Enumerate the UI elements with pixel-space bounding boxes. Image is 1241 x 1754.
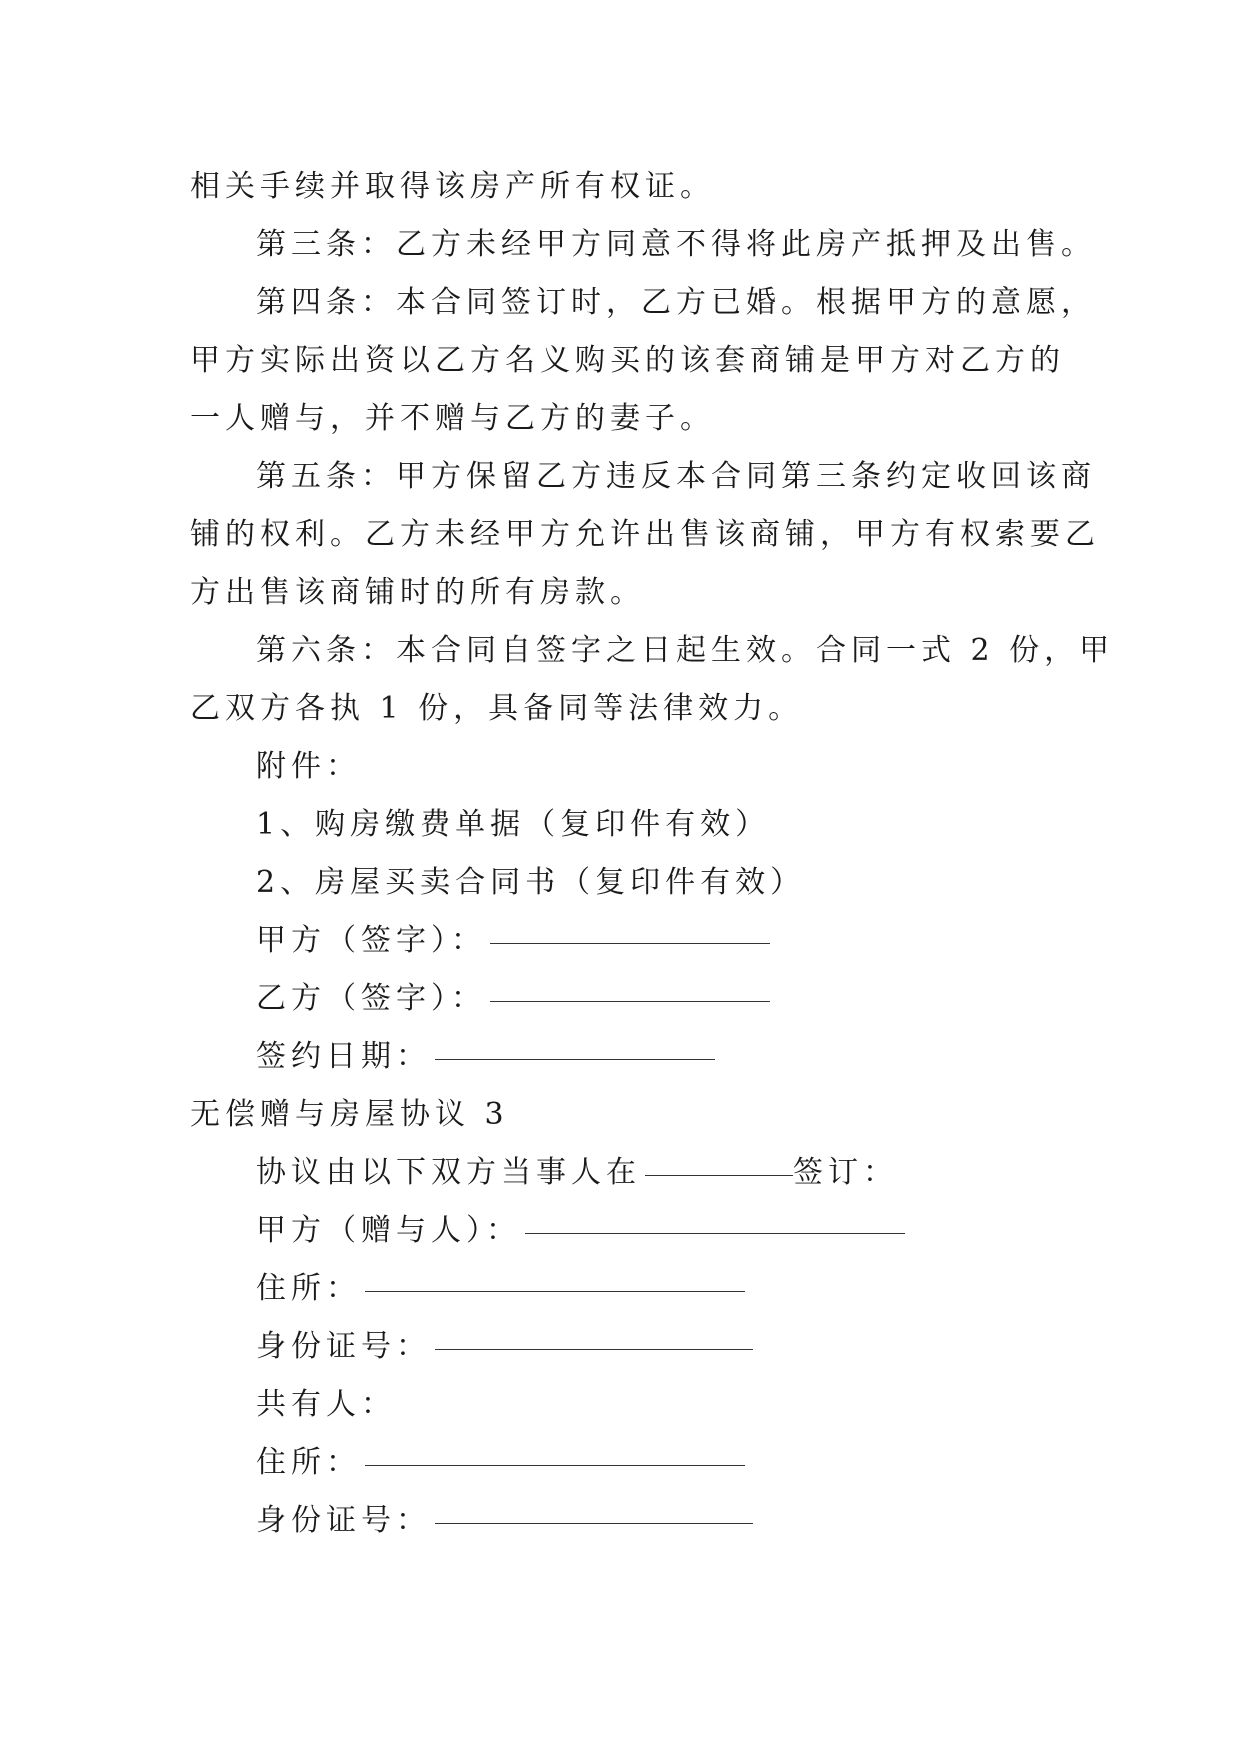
attachments-heading: 附件： xyxy=(256,749,361,784)
co-owner-address-label: 住所： xyxy=(256,1445,361,1480)
donor-blank[interactable] xyxy=(525,1213,905,1234)
donor-id-row xyxy=(190,1318,1090,1376)
document-body xyxy=(190,158,1115,1550)
article-5-line-2: 铺的权利。乙方未经甲方允许出售该商铺，甲方有权索要乙 xyxy=(190,517,1100,552)
donor-address-blank[interactable] xyxy=(365,1271,745,1292)
party-a-signature-label: 甲方（签字）： xyxy=(256,923,486,958)
co-owner-label: 共有人： xyxy=(256,1387,396,1422)
agreement-intro-prefix: 协议由以下双方当事人在 xyxy=(256,1155,641,1190)
agreement-intro-row xyxy=(190,1144,1090,1202)
sign-date-label: 签约日期： xyxy=(256,1039,431,1074)
co-owner-address-row xyxy=(190,1434,1090,1492)
section-title: 无偿赠与房屋协议 3 xyxy=(190,1097,509,1132)
party-b-signature-row xyxy=(190,970,1090,1028)
party-a-signature-row xyxy=(190,912,1090,970)
article-4-line-2: 甲方实际出资以乙方名义购买的该套商铺是甲方对乙方的 xyxy=(190,343,1065,378)
party-b-signature-label: 乙方（签字）： xyxy=(256,981,486,1016)
agreement-intro-suffix: 签订： xyxy=(793,1155,898,1190)
article-3: 第三条：乙方未经甲方同意不得将此房产抵押及出售。 xyxy=(256,227,1096,262)
attachment-item-1: 1、购房缴费单据（复印件有效） xyxy=(256,807,771,842)
attachment-item-2: 2、房屋买卖合同书（复印件有效） xyxy=(256,865,806,900)
donor-row xyxy=(190,1202,1090,1260)
agreement-place-blank[interactable] xyxy=(645,1155,793,1176)
paragraph-line: 相关手续并取得该房产所有权证。 xyxy=(190,169,715,204)
article-6-line-2: 乙双方各执 1 份，具备同等法律效力。 xyxy=(190,691,804,726)
article-5-line-3: 方出售该商铺时的所有房款。 xyxy=(190,575,645,610)
party-a-signature-blank[interactable] xyxy=(490,923,770,944)
article-4-line-3: 一人赠与，并不赠与乙方的妻子。 xyxy=(190,401,715,436)
co-owner-id-blank[interactable] xyxy=(435,1503,753,1524)
article-6-line-1: 第六条：本合同自签字之日起生效。合同一式 2 份，甲 xyxy=(256,633,1115,668)
article-4-line-1: 第四条：本合同签订时，乙方已婚。根据甲方的意愿， xyxy=(256,285,1096,320)
article-5-line-1: 第五条：甲方保留乙方违反本合同第三条约定收回该商 xyxy=(256,459,1096,494)
party-b-signature-blank[interactable] xyxy=(490,981,770,1002)
co-owner-address-blank[interactable] xyxy=(365,1445,745,1466)
donor-address-label: 住所： xyxy=(256,1271,361,1306)
donor-label: 甲方（赠与人）： xyxy=(256,1213,521,1248)
donor-address-row xyxy=(190,1260,1090,1318)
donor-id-blank[interactable] xyxy=(435,1329,753,1350)
donor-id-label: 身份证号： xyxy=(256,1329,431,1364)
co-owner-id-label: 身份证号： xyxy=(256,1503,431,1538)
sign-date-blank[interactable] xyxy=(435,1039,715,1060)
co-owner-id-row xyxy=(190,1492,1090,1550)
sign-date-row xyxy=(190,1028,1090,1086)
